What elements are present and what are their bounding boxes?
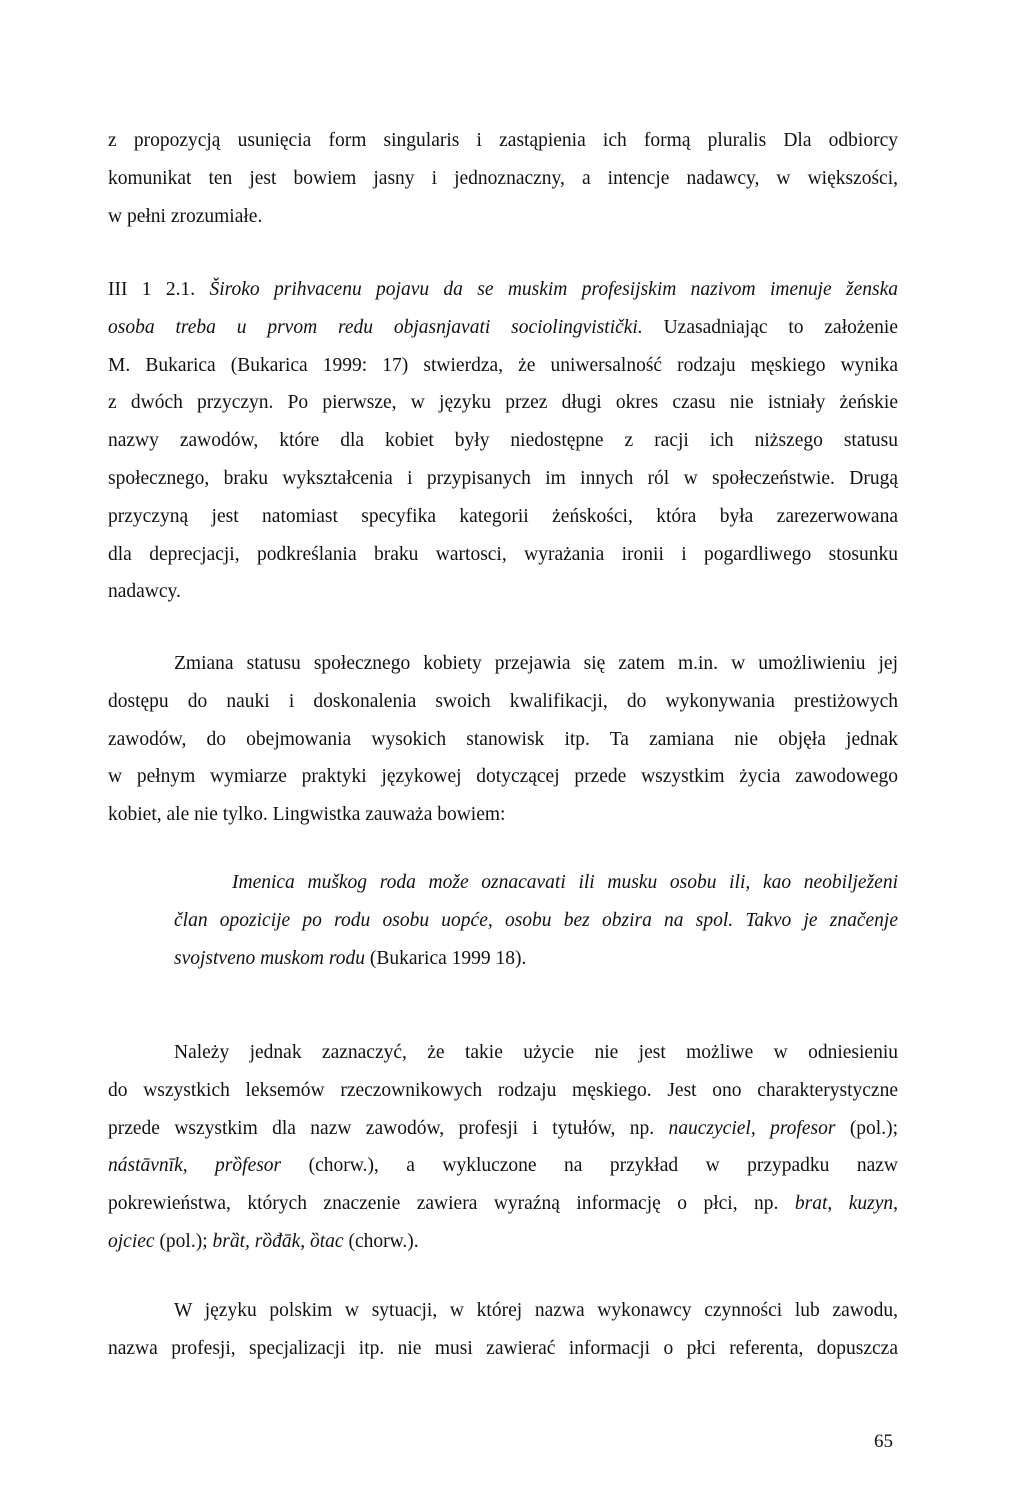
text-segment: (pol.); — [849, 1117, 899, 1139]
text-segment: (chorw.), a wykluczone na przykład w przypadku nazw — [308, 1155, 898, 1177]
example-words: brat, kuzyn, — [794, 1193, 899, 1215]
text-line: nazwa profesji, specjalizacji itp. nie musi zawierać informacji o płci referenta, dopuszcza — [108, 1337, 898, 1359]
example-words: brȁt, rȍđāk, ȍtac — [212, 1230, 344, 1252]
text-line: w pełni zrozumiałe. — [108, 205, 263, 227]
text-line — [108, 1223, 898, 1261]
text-segment: pokrewieństwa, których znaczenie zawiera wyraźną informację o płci, np. — [108, 1193, 779, 1215]
text-line: komunikat ten jest bowiem jasny i jednoznaczny, a intencje nadawcy, w większości, — [108, 167, 898, 189]
text-line: zawodów, do obejmowania wysokich stanowisk itp. Ta zamiana nie objęła jednak — [108, 728, 898, 750]
text-segment: przede wszystkim dla nazw zawodów, profesji i tytułów, np. — [108, 1117, 655, 1139]
example-words: nástāvnīk, prȍfesor — [108, 1155, 282, 1177]
italic-quote: Široko prihvacenu pojavu da se muskim profesijskim nazivom imenuje ženska — [209, 279, 899, 300]
paragraph-4 — [108, 1034, 898, 1261]
text-line — [108, 940, 898, 978]
paragraph-5 — [108, 1292, 898, 1368]
text-line: przyczyną jest natomiast specyfika kategorii żeńskości, która była zarezerwowana — [108, 505, 898, 527]
text-line — [108, 1147, 898, 1185]
italic-quote: Imenica muškog roda može oznacavati ili musku osobu ili, kao neobilježeni — [232, 872, 898, 893]
text-line: kobiet, ale nie tylko. Lingwistka zauważa bowiem: — [108, 804, 506, 826]
text-line: M. Bukarica (Bukarica 1999: 17) stwierdza, że uniwersalność rodzaju męskiego wynika — [108, 354, 898, 376]
citation: (Bukarica 1999 18). — [369, 947, 527, 969]
text-line: nadawcy. — [108, 581, 181, 603]
text-line: Należy jednak zaznaczyć, że takie użycie nie jest możliwe w odniesieniu — [174, 1042, 898, 1063]
text-line — [108, 309, 898, 347]
text-line: z propozycją usunięcia form singularis i zastąpienia ich formą pluralis Dla odbiorcy — [108, 130, 898, 151]
text-segment: (pol.); — [159, 1230, 208, 1252]
text-line: z dwóch przyczyn. Po pierwsze, w języku przez długi okres czasu nie istniały żeńskie — [108, 392, 898, 414]
text-segment: (chorw.). — [348, 1230, 419, 1252]
italic-quote: osoba treba u prvom redu objasnjavati sociolingvistički. — [108, 316, 643, 338]
text-line: Zmiana statusu społecznego kobiety przejawia się zatem m.in. w umożliwieniu jej — [174, 653, 898, 674]
paragraph-1 — [108, 122, 898, 235]
text-line: dostępu do nauki i doskonalenia swoich kwalifikacji, do wykonywania prestiżowych — [108, 690, 898, 712]
italic-quote: član opozicije po rodu osobu uopće, osobu bez obzira na spol. Takvo je značenje — [174, 909, 898, 931]
text-line: do wszystkich leksemów rzeczownikowych rodzaju męskiego. Jest ono charakterystyczne — [108, 1079, 898, 1101]
block-quote — [108, 864, 898, 977]
text-line — [108, 271, 898, 309]
text-segment: Uzasadniając to założenie — [663, 316, 899, 338]
italic-quote: svojstveno muskom rodu — [174, 947, 366, 969]
text-line — [108, 1185, 898, 1223]
text-line — [108, 902, 898, 940]
text-line — [108, 864, 898, 902]
text-line: W języku polskim w sytuacji, w której nazwa wykonawcy czynności lub zawodu, — [174, 1300, 898, 1321]
paragraph-2 — [108, 271, 898, 611]
text-line: nazwy zawodów, które dla kobiet były niedostępne z racji ich niższego statusu — [108, 430, 898, 452]
text-line: społecznego, braku wykształcenia i przypisanych im innych ról w społeczeństwie. Drugą — [108, 467, 898, 489]
text-line — [108, 1110, 898, 1148]
page-number: 65 — [874, 1431, 893, 1452]
example-words: ojciec — [108, 1230, 155, 1252]
text-line: dla deprecjacji, podkreślania braku wartosci, wyrażania ironii i pogardliwego stosunku — [108, 543, 898, 565]
paragraph-3 — [108, 645, 898, 834]
section-number: III 1 2.1. — [108, 279, 196, 300]
text-line: w pełnym wymiarze praktyki językowej dotyczącej przede wszystkim życia zawodowego — [108, 766, 898, 788]
example-words: nauczyciel, profesor — [668, 1117, 836, 1139]
